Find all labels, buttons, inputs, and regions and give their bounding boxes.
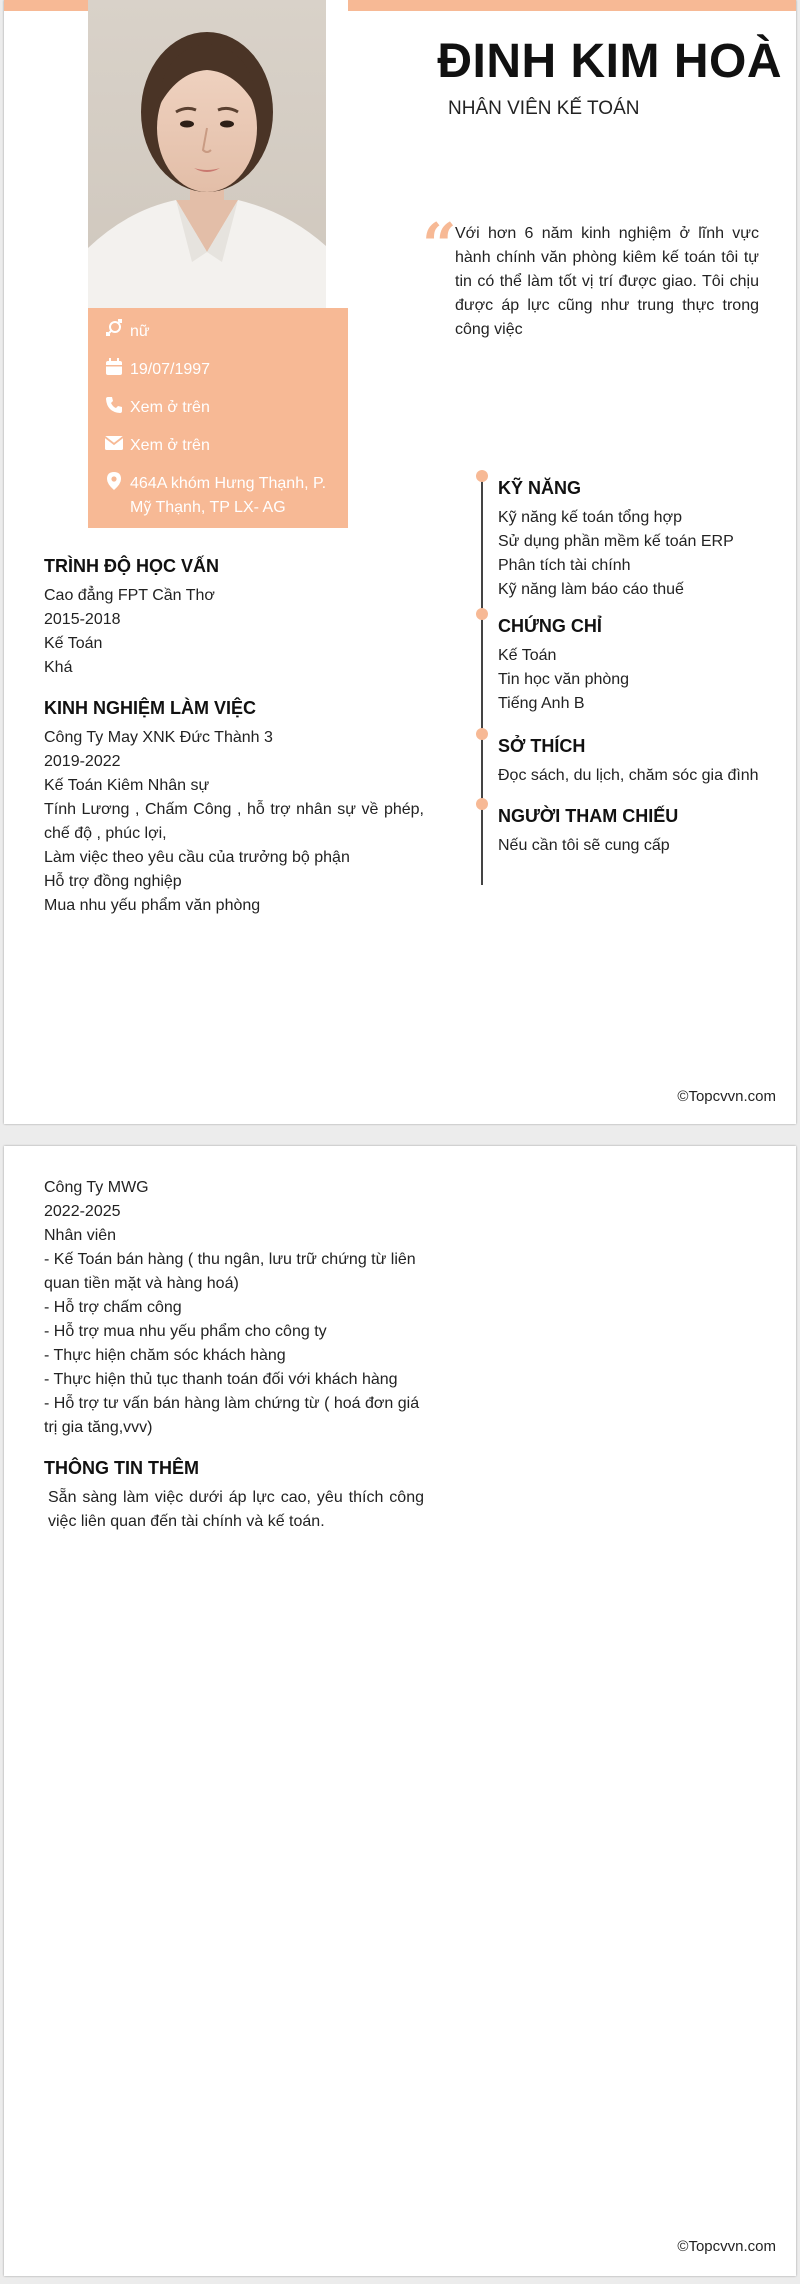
skills-line: Sử dụng phần mềm kế toán ERP <box>498 533 734 550</box>
timeline-line <box>481 477 483 885</box>
experience-line: Kế Toán Kiêm Nhân sự <box>44 777 210 794</box>
contact-address-text: 464A khóm Hưng Thạnh, P. Mỹ Thạnh, TP LX- AG <box>130 475 327 516</box>
contact-email <box>104 434 340 458</box>
contact-gender <box>104 320 340 344</box>
certificates-line: Tin học văn phòng <box>498 671 630 688</box>
hobbies-line: Đọc sách, du lịch, chăm sóc gia đình <box>498 767 759 784</box>
contact-birthday-text: 19/07/1997 <box>130 361 211 378</box>
education-line: Khá <box>44 659 73 676</box>
timeline-dot <box>476 798 488 810</box>
experience-line: Nhân viên <box>44 1227 117 1244</box>
skills-title: KỸ NĂNG <box>498 478 582 498</box>
skills-line: Phân tích tài chính <box>498 557 631 574</box>
experience-line: 2019-2022 <box>44 753 121 770</box>
experience-line: - Thực hiện thủ tục thanh toán đối với khách hàng <box>44 1371 398 1388</box>
career-summary: Với hơn 6 năm kinh nghiệm ở lĩnh vực hành chính văn phòng kiêm kế toán tôi tự tin có thể làm tốt vị trí được giao. Tôi chịu được áp lực cũng như trung thực trong công việc <box>455 225 759 338</box>
top-accent-bar-right <box>348 0 796 11</box>
contact-gender-text: nữ <box>130 323 150 340</box>
cv-page-2 <box>4 1146 796 2276</box>
contact-info-panel <box>88 308 348 528</box>
contact-birthday <box>104 358 340 382</box>
skills-line: Kỹ năng làm báo cáo thuế <box>498 581 684 598</box>
contact-address <box>104 472 340 520</box>
education-line: 2015-2018 <box>44 611 121 628</box>
location-icon <box>104 471 124 491</box>
phone-icon <box>104 395 124 415</box>
cv-page-1 <box>4 0 796 1124</box>
experience-line: - Kế Toán bán hàng ( thu ngân, lưu trữ chứng từ liên quan tiền mặt và hàng hoá) <box>44 1251 416 1292</box>
experience-line: Công Ty May XNK Đức Thành 3 <box>44 729 273 746</box>
quote-icon: “ <box>422 211 457 281</box>
experience-line: 2022-2025 <box>44 1203 121 1220</box>
experience-line: Làm việc theo yêu cầu của trưởng bộ phận <box>44 849 350 866</box>
profile-photo <box>88 0 326 308</box>
experience-line: - Hỗ trợ chấm công <box>44 1299 182 1316</box>
skills-line: Kỹ năng kế toán tổng hợp <box>498 509 682 526</box>
certificates-line: Kế Toán <box>498 647 557 664</box>
contact-phone <box>104 396 340 420</box>
contact-email-text: Xem ở trên <box>130 437 210 454</box>
references-title: NGƯỜI THAM CHIẾU <box>498 806 679 826</box>
education-line: Cao đẳng FPT Cần Thơ <box>44 587 215 604</box>
contact-phone-text: Xem ở trên <box>130 399 210 416</box>
references-line: Nếu cần tôi sẽ cung cấp <box>498 837 670 854</box>
education-title: TRÌNH ĐỘ HỌC VẤN <box>44 556 219 576</box>
certificates-title: CHỨNG CHỈ <box>498 616 602 636</box>
email-icon <box>104 433 124 453</box>
job-title: NHÂN VIÊN KẾ TOÁN <box>448 98 640 119</box>
experience-line: - Thực hiện chăm sóc khách hàng <box>44 1347 286 1364</box>
timeline-dot <box>476 728 488 740</box>
timeline-dot <box>476 608 488 620</box>
experience-title: KINH NGHIỆM LÀM VIỆC <box>44 698 257 718</box>
experience-line: Mua nhu yếu phẩm văn phòng <box>44 897 261 914</box>
experience-line: - Hỗ trợ mua nhu yếu phẩm cho công ty <box>44 1323 327 1340</box>
page2-footer: ©Topcvvn.com <box>677 2238 776 2255</box>
gender-icon <box>104 319 124 339</box>
calendar-icon <box>104 357 124 377</box>
timeline-dot <box>476 470 488 482</box>
experience-line: - Hỗ trợ tư vấn bán hàng làm chứng từ ( hoá đơn giá trị gia tăng,vvv) <box>44 1395 420 1436</box>
candidate-name: ĐINH KIM HOÀ <box>437 35 782 88</box>
top-accent-bar-left <box>4 0 88 11</box>
experience-line: Tính Lương , Chấm Công , hỗ trợ nhân sự về phép, chế độ , phúc lợi, <box>44 801 424 842</box>
experience-line: Công Ty MWG <box>44 1179 149 1196</box>
additional-info-text: Sẵn sàng làm việc dưới áp lực cao, yêu thích công việc liên quan đến tài chính và kế toán. <box>48 1489 424 1530</box>
certificates-line: Tiếng Anh B <box>498 695 585 712</box>
experience-line: Hỗ trợ đồng nghiệp <box>44 873 182 890</box>
additional-info-title: THÔNG TIN THÊM <box>44 1458 199 1478</box>
page1-footer: ©Topcvvn.com <box>677 1088 776 1105</box>
hobbies-title: SỞ THÍCH <box>498 736 586 756</box>
education-line: Kế Toán <box>44 635 103 652</box>
